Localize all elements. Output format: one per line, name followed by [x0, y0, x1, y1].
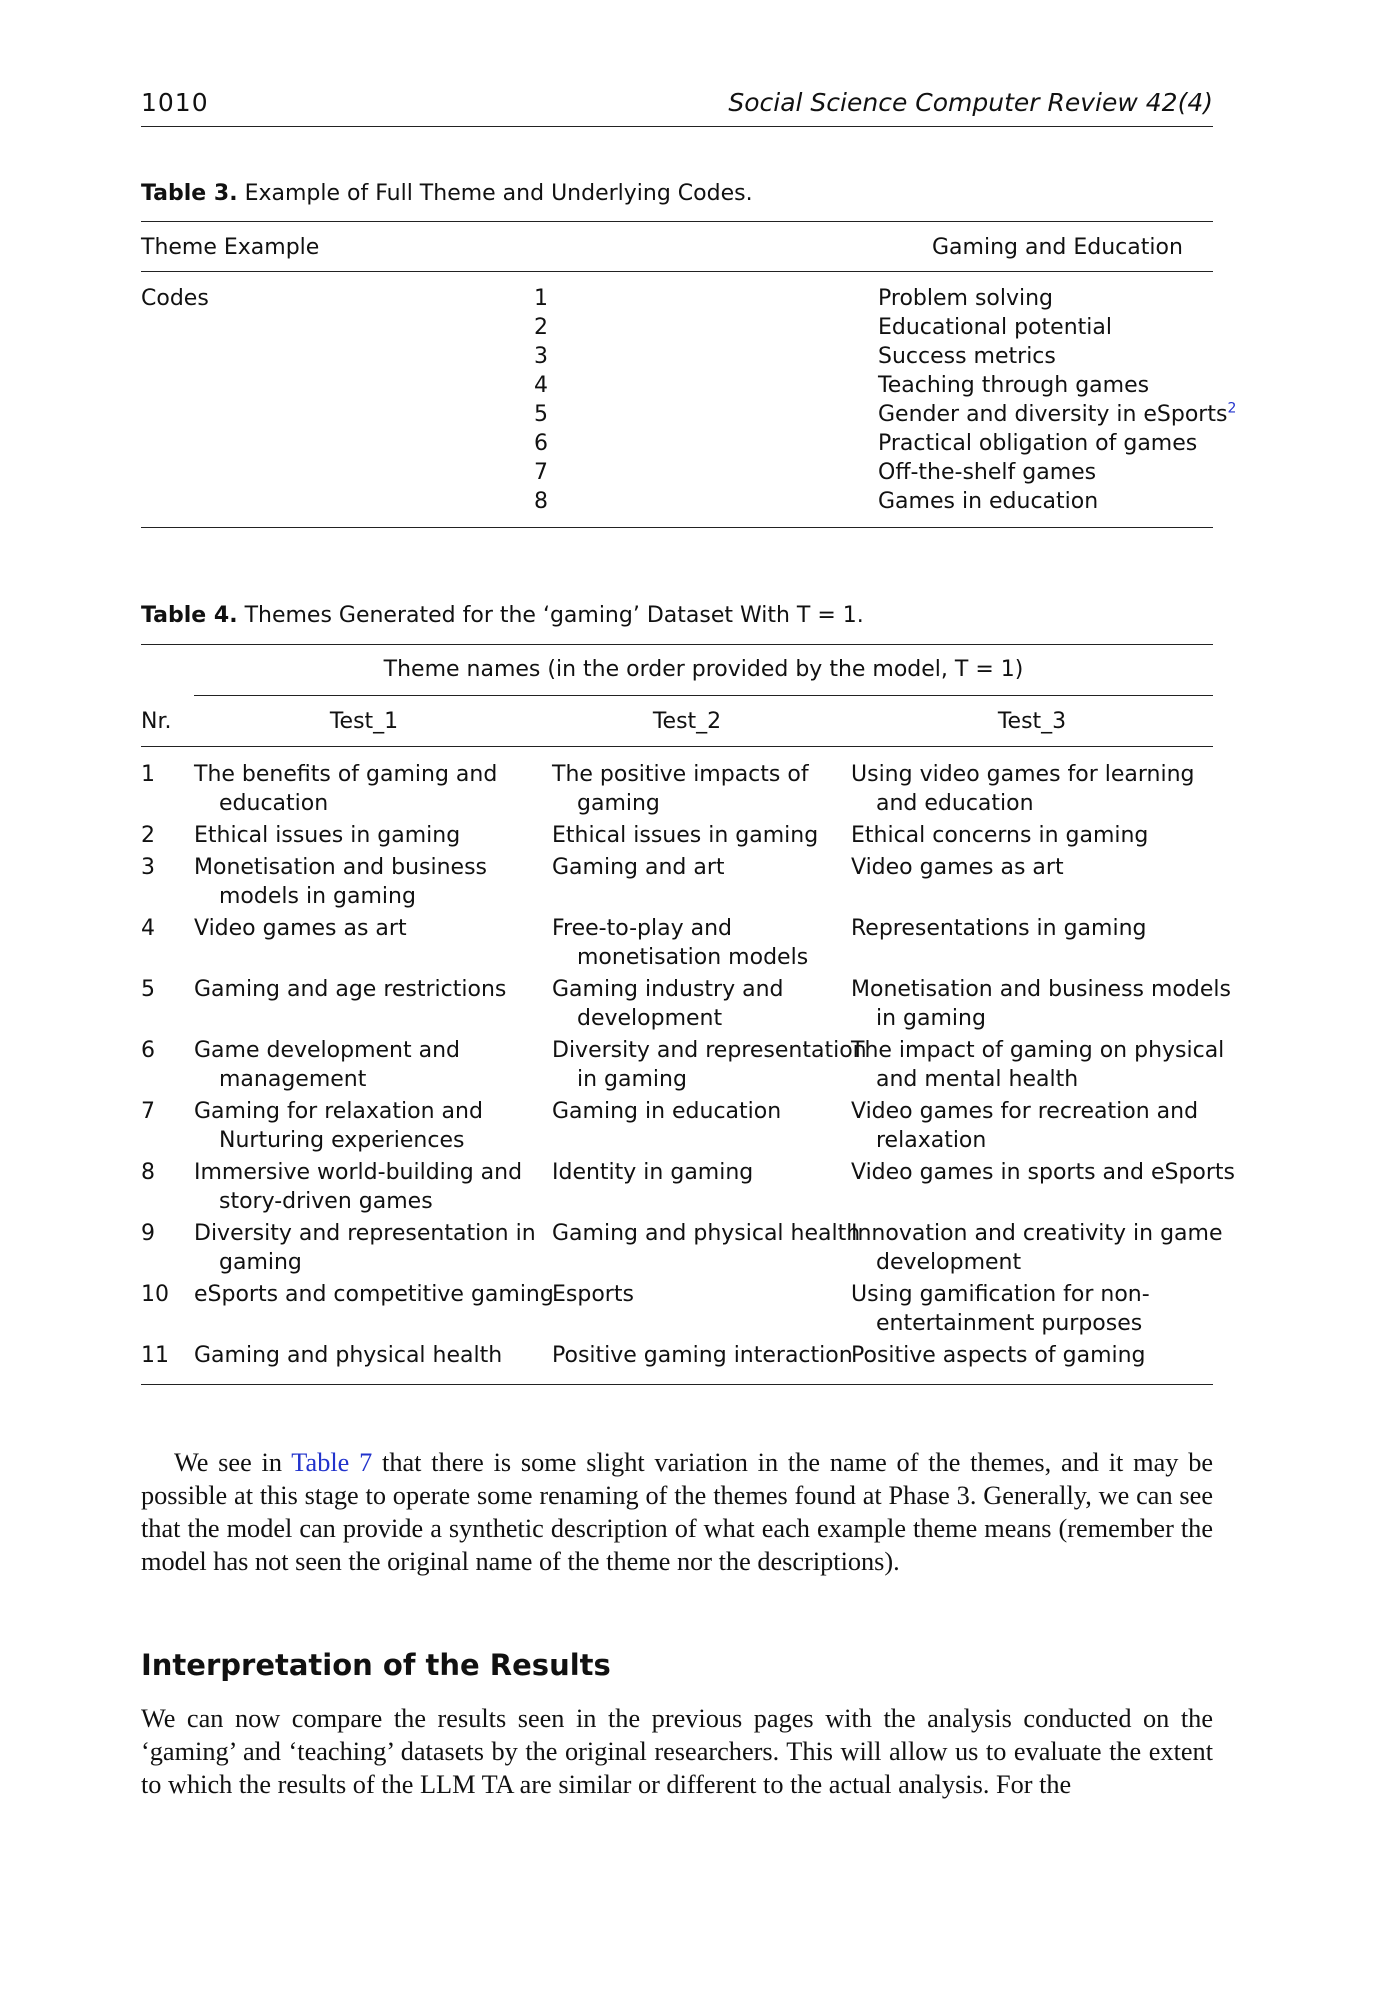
test3-theme: Video games as art [851, 855, 1064, 880]
row-nr: 8 [141, 1160, 155, 1185]
test1-theme: Gaming and age restrictions [194, 977, 507, 1002]
table4-spanner: Theme names (in the order provided by the model, T = 1) [383, 657, 1024, 682]
code-number: 7 [534, 460, 548, 485]
code-number: 2 [534, 315, 548, 340]
code-name: Games in education [878, 489, 1099, 514]
row-nr: 7 [141, 1099, 155, 1124]
test3-theme: Representations in gaming [851, 916, 1147, 941]
body-paragraph: We can now compare the results seen in the previous pages with the analysis conducted on the ‘gaming’ and ‘teaching’ datasets by the original researchers. This will allow us to evaluate the extent to which the results of the LLM TA are similar or different to the actual analysis. For the [141, 1704, 1213, 1799]
para1-text-end: that there is some slight variation in the name of the themes, and it may be possible at this stage to operate some renaming of the themes found at Phase 3. Generally, we can see that the model can provide a synthetic description of what each example theme means (remember the model has not seen the original name of the theme nor the descriptions). [141, 1448, 1214, 1576]
test2-theme: Gaming and art [552, 855, 725, 880]
test2-theme: Ethical issues in gaming [552, 823, 819, 848]
test2-theme: Gaming industry and development [552, 977, 784, 1031]
table4-label: Table 4. [141, 603, 238, 628]
test1-theme: Gaming and physical health [194, 1343, 503, 1368]
row-nr: 1 [141, 762, 155, 787]
row-nr: 4 [141, 916, 155, 941]
table4-top-rule [141, 644, 1213, 645]
test2-theme: Positive gaming interaction [552, 1343, 853, 1368]
test1-theme: Immersive world-building and story-driven games [194, 1160, 523, 1214]
table3-label: Table 3. [141, 181, 238, 206]
test1-theme: Ethical issues in gaming [194, 823, 461, 848]
section-heading: Interpretation of the Results [141, 1648, 611, 1682]
test1-theme: eSports and competitive gaming [194, 1282, 554, 1307]
test1-theme: Monetisation and business models in gaming [194, 855, 488, 909]
test3-theme: Monetisation and business models in gaming [851, 977, 1231, 1031]
code-name: Problem solving [878, 286, 1054, 311]
code-number: 3 [534, 344, 548, 369]
test2-theme: Gaming and physical health [552, 1221, 861, 1246]
table4-header-rule [141, 746, 1213, 747]
footnote-link[interactable]: 2 [1227, 400, 1237, 417]
journal-title: Social Science Computer Review 42(4) [728, 88, 1213, 117]
table3-header-rule [141, 271, 1213, 272]
test3-theme: Ethical concerns in gaming [851, 823, 1149, 848]
body-paragraph [141, 1446, 1213, 1578]
test2-theme: Esports [552, 1282, 634, 1307]
code-number: 8 [534, 489, 548, 514]
test1-theme: Game development and management [194, 1038, 460, 1092]
test2-theme: Free-to-play and monetisation models [552, 916, 809, 970]
table4-col-nr: Nr. [141, 709, 172, 734]
table4-col-test2: Test_2 [652, 709, 722, 734]
test2-theme: Diversity and representation in gaming [552, 1038, 867, 1092]
table3-bottom-rule [141, 527, 1213, 528]
code-number: 1 [534, 286, 548, 311]
code-number: 4 [534, 373, 548, 398]
row-nr: 10 [141, 1282, 169, 1307]
row-nr: 11 [141, 1343, 169, 1368]
code-name: Off-the-shelf games [878, 460, 1097, 485]
test1-theme: Gaming for relaxation and Nurturing experiences [194, 1099, 483, 1153]
test3-theme: Video games for recreation and relaxation [851, 1099, 1199, 1153]
table3-caption [141, 181, 753, 206]
test3-theme: Using video games for learning and education [851, 762, 1195, 816]
table3-col-value: Gaming and Education [932, 235, 1183, 260]
code-name: Educational potential [878, 315, 1112, 340]
row-nr: 3 [141, 855, 155, 880]
code-name: Teaching through games [878, 373, 1150, 398]
test3-theme: The impact of gaming on physical and mental health [851, 1038, 1225, 1092]
test1-theme: Diversity and representation in gaming [194, 1221, 536, 1275]
test2-theme: Gaming in education [552, 1099, 782, 1124]
row-nr: 6 [141, 1038, 155, 1063]
running-header [141, 86, 1213, 127]
table4-caption [141, 603, 864, 628]
test3-theme: Innovation and creativity in game development [851, 1221, 1223, 1275]
table7-link[interactable]: Table 7 [291, 1448, 373, 1477]
code-number: 5 [534, 402, 548, 427]
code-number: 6 [534, 431, 548, 456]
table3-top-rule [141, 221, 1213, 222]
table4-title: Themes Generated for the ‘gaming’ Dataset With T = 1. [244, 603, 864, 628]
table4-col-test1: Test_1 [329, 709, 399, 734]
table3-row-label: Codes [141, 286, 209, 311]
table3-col-theme: Theme Example [141, 235, 320, 260]
table4-col-test3: Test_3 [997, 709, 1067, 734]
test2-theme: The positive impacts of gaming [552, 762, 809, 816]
test3-theme: Using gamification for non-entertainment purposes [851, 1282, 1150, 1336]
row-nr: 5 [141, 977, 155, 1002]
code-name: Gender and diversity in eSports [878, 402, 1228, 427]
test1-theme: The benefits of gaming and education [194, 762, 498, 816]
para1-text-start: We see in [174, 1448, 292, 1477]
test3-theme: Video games in sports and eSports [851, 1160, 1236, 1185]
code-name-with-footnote [878, 400, 1236, 429]
row-nr: 2 [141, 823, 155, 848]
test2-theme: Identity in gaming [552, 1160, 754, 1185]
table4-bottom-rule [141, 1384, 1213, 1385]
table3-title: Example of Full Theme and Underlying Codes. [244, 181, 753, 206]
row-nr: 9 [141, 1221, 155, 1246]
page-number: 1010 [141, 88, 209, 117]
code-name: Success metrics [878, 344, 1056, 369]
code-name: Practical obligation of games [878, 431, 1198, 456]
test1-theme: Video games as art [194, 916, 407, 941]
table4-spanner-rule [194, 695, 1213, 696]
test3-theme: Positive aspects of gaming [851, 1343, 1146, 1368]
